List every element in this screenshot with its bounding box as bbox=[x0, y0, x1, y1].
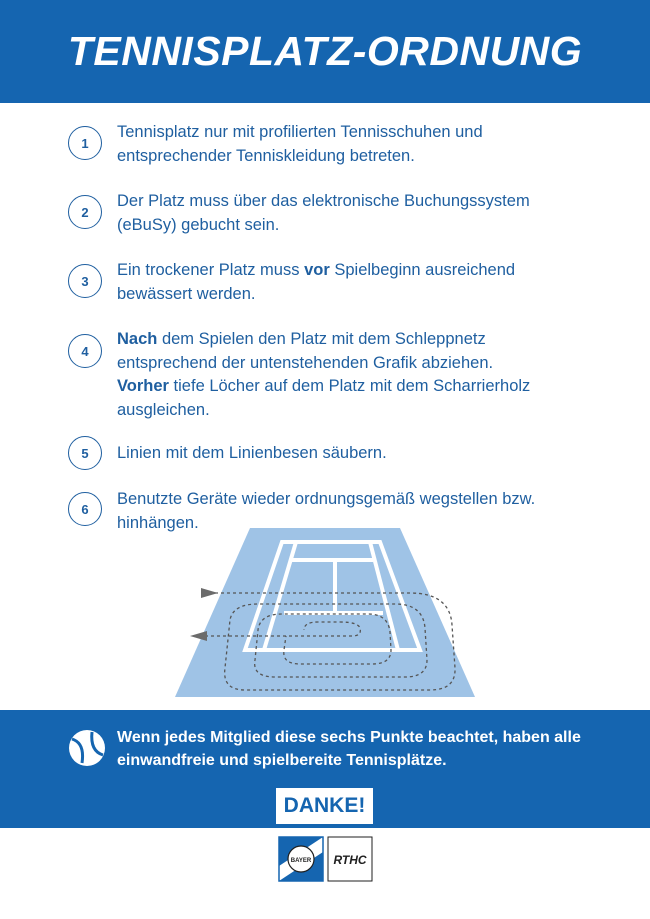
thanks-label: DANKE! bbox=[276, 788, 373, 824]
tennis-ball-icon bbox=[68, 729, 106, 767]
rule-text-6: Benutzte Geräte wieder ordnungsgemäß wegstellen bzw. hinhängen. bbox=[117, 490, 536, 532]
footer-banner bbox=[0, 710, 650, 828]
club-logos bbox=[278, 836, 374, 882]
bayer-logo bbox=[279, 837, 323, 881]
arrow-end-icon bbox=[190, 631, 207, 641]
rule-number-2: 2 bbox=[68, 195, 102, 229]
rule-number-5: 5 bbox=[68, 436, 102, 470]
rule-number-6: 6 bbox=[68, 492, 102, 526]
svg-text:RTHC: RTHC bbox=[333, 853, 367, 867]
header-banner bbox=[0, 0, 650, 103]
rule-number-1: 1 bbox=[68, 126, 102, 160]
rule-text-5: Linien mit dem Linienbesen säubern. bbox=[117, 444, 387, 462]
rule-number-4: 4 bbox=[68, 334, 102, 368]
svg-text:BAYER: BAYER bbox=[290, 858, 312, 864]
page-title: TENNISPLATZ-ORDNUNG bbox=[67, 28, 583, 74]
rthc-logo bbox=[328, 837, 372, 881]
footer-message: Wenn jedes Mitglied diese sechs Punkte beachtet, haben alle einwandfreie und spielbereite Tennisplätze. bbox=[117, 729, 581, 769]
court-drag-diagram bbox=[0, 520, 650, 702]
rule-number-3: 3 bbox=[68, 264, 102, 298]
rule-text-2: Der Platz muss über das elektronische Buchungssystem (eBuSy) gebucht sein. bbox=[117, 192, 530, 234]
rule-text-1: Tennisplatz nur mit profilierten Tennisschuhen und entsprechender Tenniskleidung betreten. bbox=[117, 123, 483, 165]
rule-text-4: Nach dem Spielen den Platz mit dem Schleppnetz entsprechend der untenstehenden Grafik abziehen. Vorher tiefe Löcher auf dem Platz mit dem Scharrierholz ausgleichen. bbox=[117, 330, 531, 419]
arrow-start-icon bbox=[201, 588, 218, 598]
rule-text-3: Ein trockener Platz muss vor Spielbeginn ausreichend bewässert werden. bbox=[117, 261, 516, 303]
